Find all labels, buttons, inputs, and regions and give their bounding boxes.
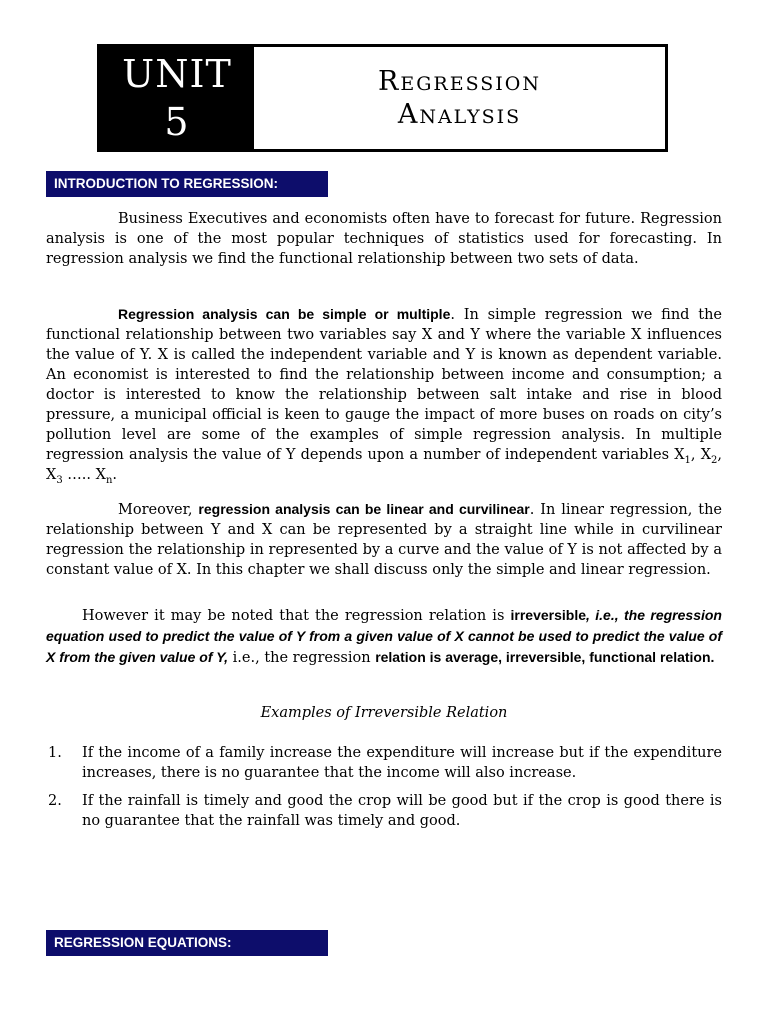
paragraph-intro: Business Executives and economists often have to forecast for future. Regression analysis is one of the most popular techniques of statistics used for forecasting. In regression analysis we find the functional relationship between two sets of data. (46, 211, 722, 267)
paragraph-linear-curvilinear: Moreover, regression analysis can be linear and curvilinear. In linear regression, the relationship between Y and X can be represented by a straight line while in curvilinear regression the relationship in represented by a curve and the value of Y is not affected by a constant value of X. In this chapter we shall discuss only the simple and linear regression. (46, 501, 722, 578)
unit-number-box (100, 47, 254, 149)
unit-title (254, 47, 665, 149)
section-heading-regression-equations: REGRESSION EQUATIONS: (46, 930, 328, 956)
emphasis-linear-curvilinear: regression analysis can be linear and curvilinear (198, 501, 530, 517)
unit-word: UNIT (122, 52, 232, 96)
unit-title-line2: Analysis (397, 99, 522, 130)
list-item-number: 1. (48, 745, 62, 761)
unit-number: 5 (164, 100, 190, 144)
independent-variables-list: $X_1$, $X_2$, $X_3$ ….. $X_n$. (46, 447, 722, 486)
paragraph-simple-multiple (46, 304, 722, 485)
section-heading-introduction: INTRODUCTION TO REGRESSION: (46, 171, 328, 197)
emphasis-irreversible: irreversible (510, 607, 586, 623)
list-item-number: 2. (48, 793, 62, 809)
unit-title-line1: Regression (378, 66, 541, 97)
emphasis-irreversible-definition: , i.e., the regression equation used to predict the value of Y from a given value of X cannot be used to predict the value of X from the given value of Y, (46, 607, 722, 665)
list-item-text: If the income of a family increase the expenditure will increase but if the expenditure increases, there is no guarantee that the income will also increase. (82, 745, 722, 781)
emphasis-simple-multiple: Regression analysis can be simple or multiple (118, 306, 451, 322)
examples-caption: Examples of Irreversible Relation (260, 705, 508, 721)
list-item (46, 743, 722, 783)
unit-header (97, 44, 668, 152)
emphasis-average-relation: relation is average, irreversible, functional relation. (375, 649, 715, 665)
list-item-text: If the rainfall is timely and good the crop will be good but if the crop is good there is no guarantee that the rainfall was timely and good. (82, 793, 722, 829)
list-item (46, 791, 722, 831)
paragraph-irreversible: However it may be noted that the regression relation is irreversible, i.e., the regression equation used to predict the value of Y from a given value of X cannot be used to predict the value of X from the given value of Y, i.e., the regression relation is average, irreversible, functional relation. (46, 607, 722, 666)
paragraph-simple-multiple-body: . In simple regression we find the functional relationship between two variables say X and Y where the variable X influences the value of Y. X is called the independent variable and Y is known as dependent variable. An economist is interested to find the relationship between income and consumption; a doctor is interested to know the relationship between salt intake and rise in blood pressure, a municipal official is keen to gauge the impact of more buses on roads on city’s pollution level are some of the examples of simple regression analysis. In multiple regression analysis the value of Y depends upon a number of independent variables (46, 307, 722, 463)
